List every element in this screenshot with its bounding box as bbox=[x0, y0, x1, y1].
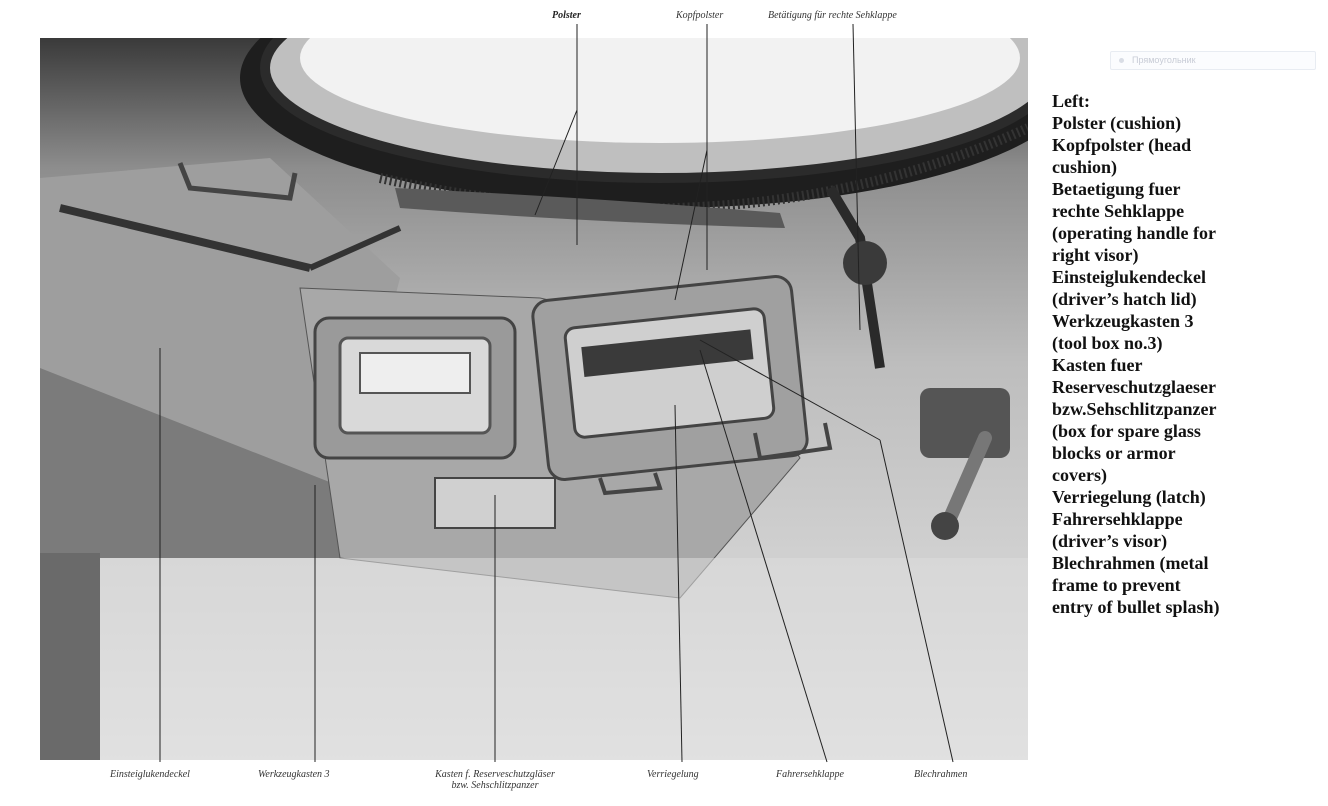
label-kasten-line2: bzw. Sehschlitzpanzer bbox=[451, 780, 539, 791]
label-betaetigung: Betätigung für rechte Sehklappe bbox=[768, 10, 897, 21]
legend-line: Left: bbox=[1052, 91, 1090, 111]
legend-line: (tool box no.3) bbox=[1052, 333, 1163, 353]
legend-text bbox=[1052, 90, 1322, 618]
label-kasten-line1: Kasten f. Reserveschutzgläser bbox=[435, 769, 555, 780]
legend-line: frame to prevent bbox=[1052, 575, 1181, 595]
label-kopfpolster: Kopfpolster bbox=[676, 10, 724, 21]
dot-icon bbox=[1119, 58, 1124, 63]
legend-line: blocks or armor bbox=[1052, 443, 1176, 463]
label-einsteiglukendeckel: Einsteiglukendeckel bbox=[110, 769, 190, 780]
rectangle-widget[interactable] bbox=[1110, 51, 1316, 70]
legend-line: Polster (cushion) bbox=[1052, 113, 1182, 133]
legend-line: Fahrersehklappe bbox=[1052, 509, 1183, 529]
legend-line: covers) bbox=[1052, 465, 1107, 485]
legend-line: Kasten fuer bbox=[1052, 355, 1143, 375]
label-verriegelung: Verriegelung bbox=[647, 769, 699, 780]
label-polster: Polster bbox=[552, 10, 581, 21]
label-fahrersehklappe: Fahrersehklappe bbox=[776, 769, 844, 780]
legend-line: Betaetigung fuer bbox=[1052, 179, 1181, 199]
legend-line: (driver’s visor) bbox=[1052, 531, 1168, 551]
label-blechrahmen: Blechrahmen bbox=[914, 769, 968, 780]
tank-interior-photo bbox=[40, 38, 1028, 760]
legend-line: (box for spare glass bbox=[1052, 421, 1201, 441]
legend-line: Verriegelung (latch) bbox=[1052, 487, 1206, 507]
label-werkzeugkasten: Werkzeugkasten 3 bbox=[258, 769, 330, 780]
legend-line: entry of bullet splash) bbox=[1052, 597, 1220, 617]
legend-line: rechte Sehklappe bbox=[1052, 201, 1185, 221]
legend-line: Kopfpolster (head bbox=[1052, 135, 1192, 155]
legend-line: (driver’s hatch lid) bbox=[1052, 289, 1197, 309]
widget-label: Прямоугольник bbox=[1132, 55, 1196, 65]
photo-illustration bbox=[40, 38, 1028, 760]
legend-line: cushion) bbox=[1052, 157, 1118, 177]
legend-line: right visor) bbox=[1052, 245, 1139, 265]
legend-line: Einsteiglukendeckel bbox=[1052, 267, 1207, 287]
legend-line: bzw.Sehschlitzpanzer bbox=[1052, 399, 1217, 419]
legend-line: (operating handle for bbox=[1052, 223, 1216, 243]
legend-line: Werkzeugkasten 3 bbox=[1052, 311, 1194, 331]
label-kasten bbox=[395, 769, 595, 791]
legend-line: Reserveschutzglaeser bbox=[1052, 377, 1216, 397]
legend-line: Blechrahmen (metal bbox=[1052, 553, 1209, 573]
